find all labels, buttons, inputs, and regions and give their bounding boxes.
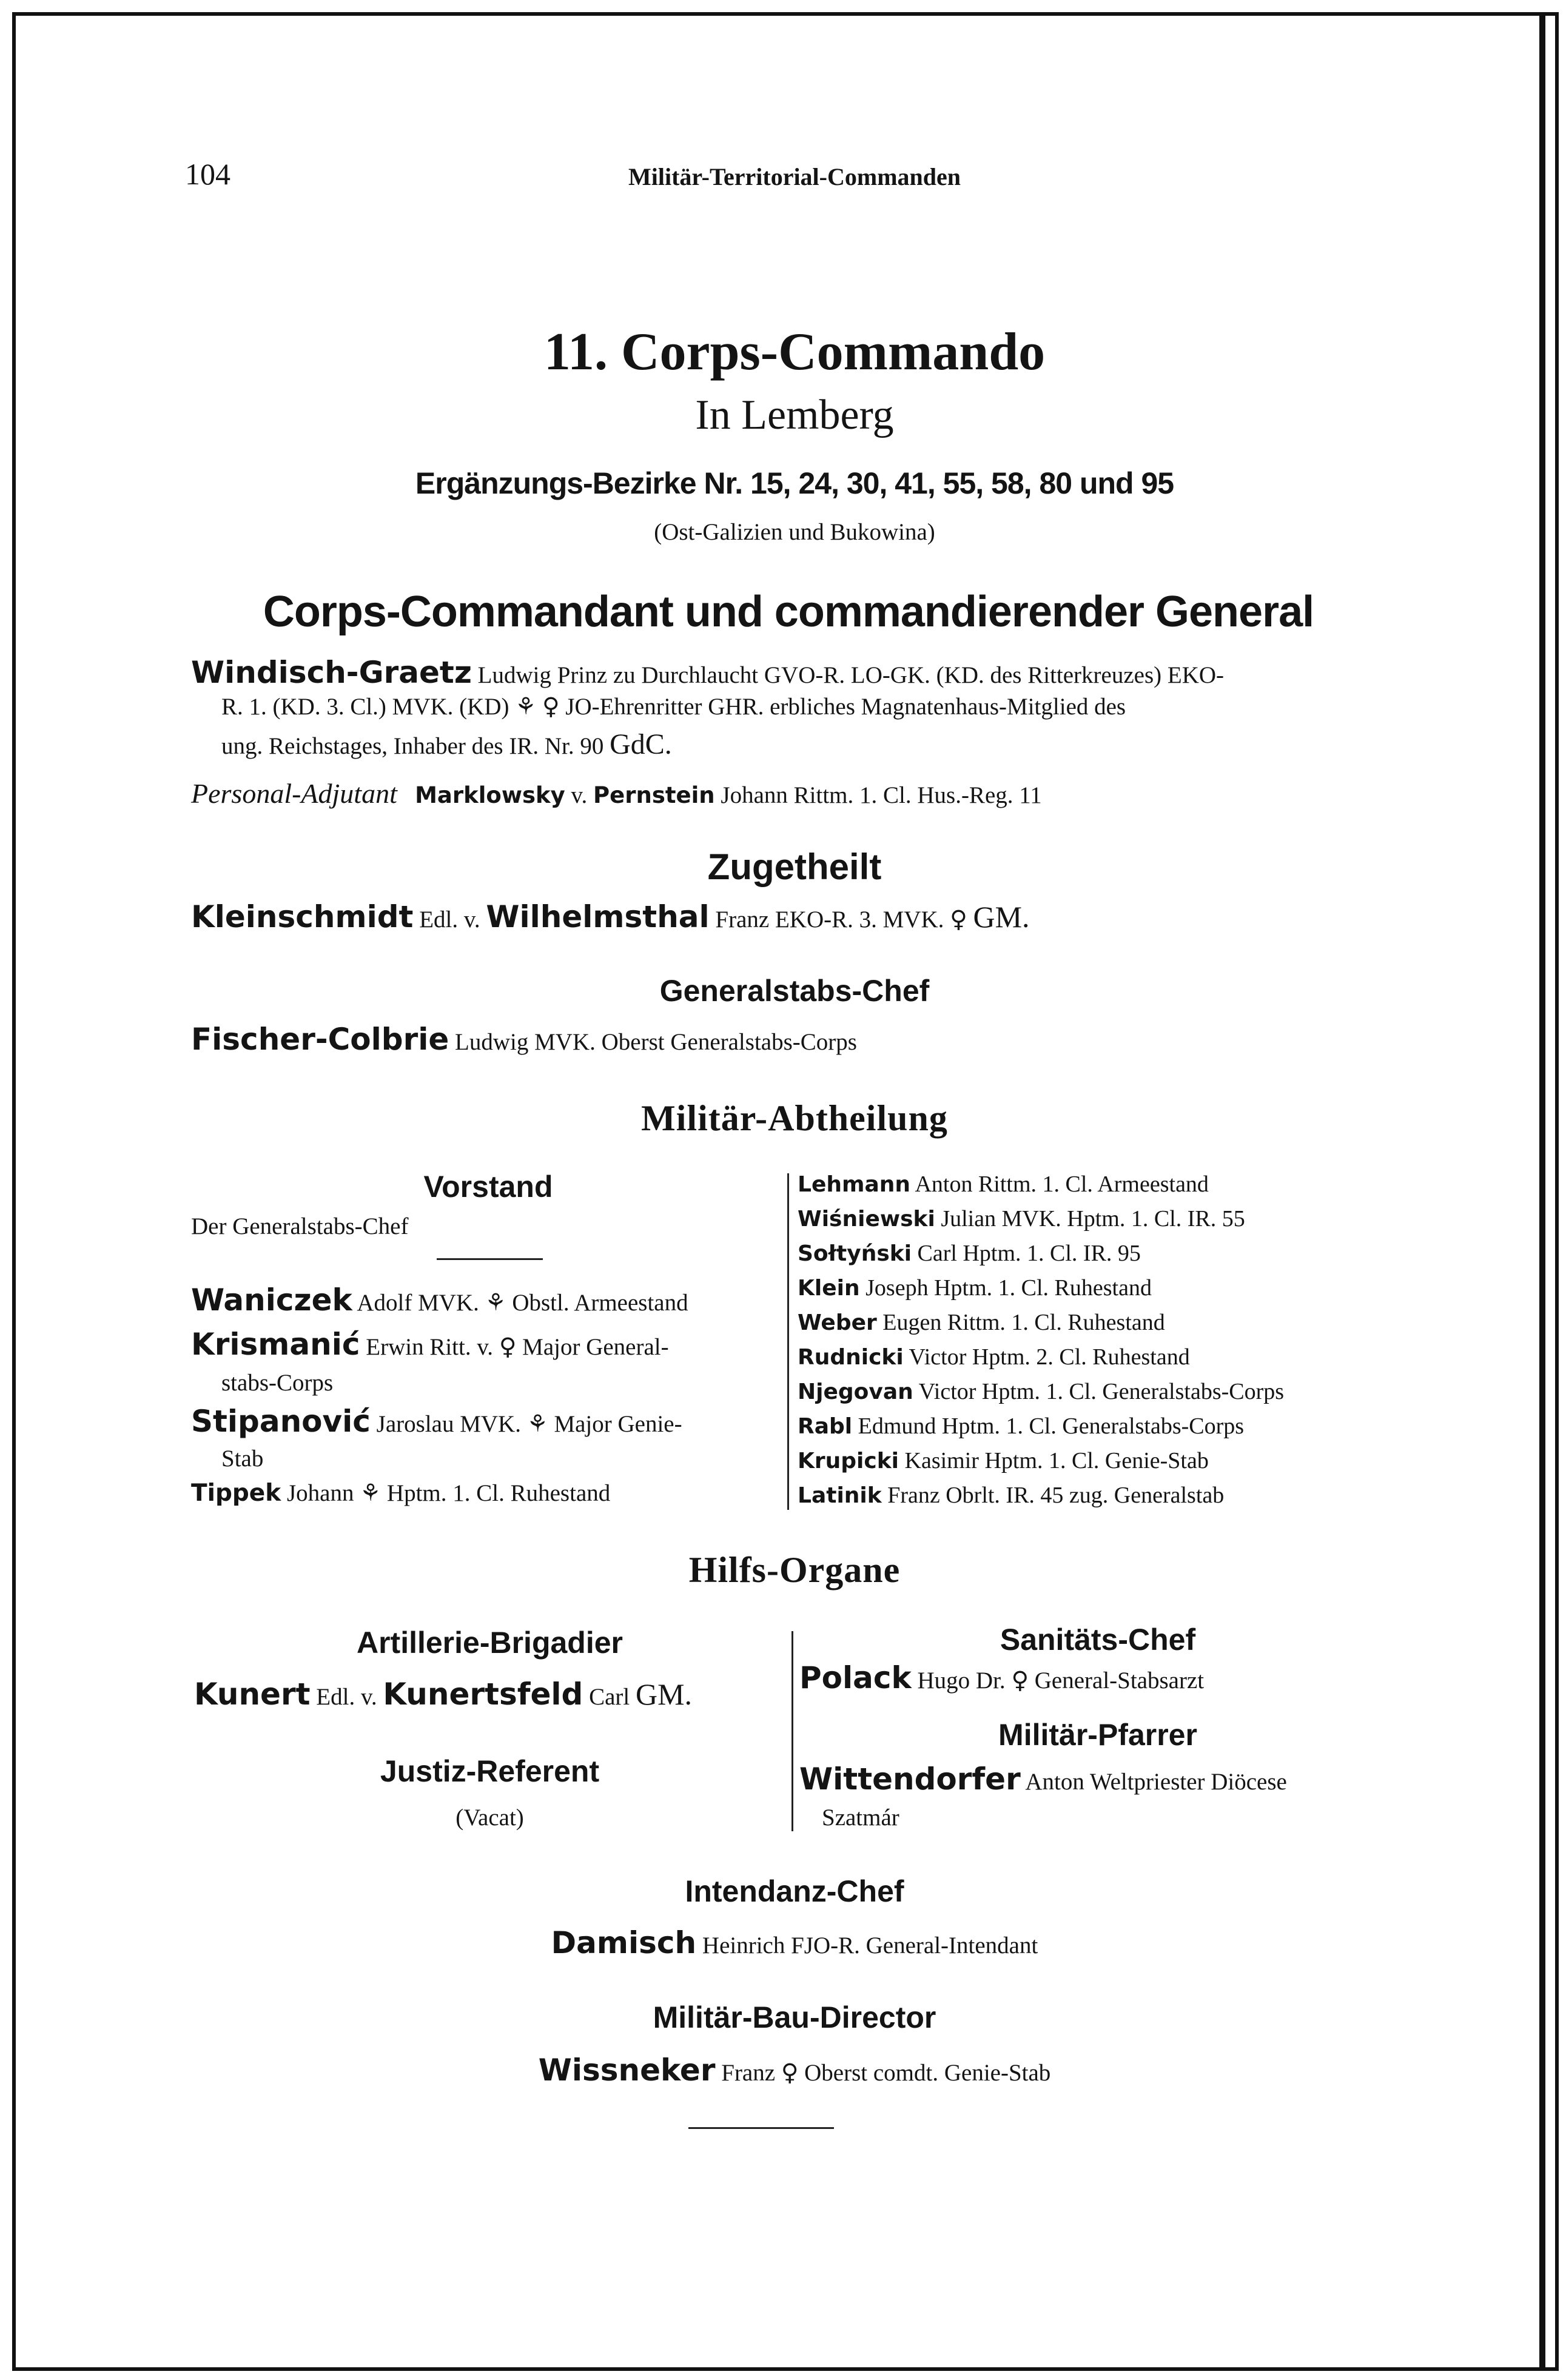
entry-details: Major Genie- [554,1411,682,1437]
separator-rule [437,1258,543,1260]
medical-heading: Sanitäts-Chef [1000,1623,1196,1657]
column-divider [791,1631,793,1831]
entry-details: Victor Hptm. 1. Cl. Generalstabs-Corps [918,1379,1285,1404]
department-head-label: Vorstand [423,1170,553,1204]
chaplain-details: Anton Weltpriester Diöcese [1025,1769,1287,1795]
medical-rank: General-Stabsarzt [1034,1668,1205,1694]
assigned-heading: Zugetheilt [707,846,882,887]
assigned-surname2: Wilhelmsthal [486,899,710,934]
construction-entry [303,2053,1286,2088]
order-cross-icon: ♀ [499,1333,517,1361]
entry-surname: Rabl [798,1414,853,1439]
list-item [191,1404,791,1439]
adjutant-surname2: Pernstein [593,782,715,808]
entry-continuation: stabs-Corps [221,1370,334,1396]
chief-of-staff-details: Ludwig MVK. Oberst Generalstabs-Corps [455,1029,857,1055]
commander-surname: Windisch-Graetz [191,655,472,690]
list-item [798,1409,1404,1444]
intendance-entry [303,1925,1286,1960]
construction-rank: Oberst comdt. Genie-Stab [804,2060,1051,2086]
commander-line2-row [221,693,1398,720]
entry-surname: Waniczek [191,1282,352,1318]
department-officers-list [798,1167,1404,1513]
page-subtitle: In Lemberg [695,392,894,438]
assigned-connector: Edl. v. [419,907,480,933]
entry-surname: Sołtyński [798,1241,912,1266]
chaplain-entry [799,1762,1406,1797]
entry-surname: Krupicki [798,1449,899,1473]
chief-of-staff-surname: Fischer-Colbrie [191,1022,449,1057]
entry-surname: Rudnicki [798,1345,904,1370]
chaplain-continuation: Szatmár [822,1805,899,1831]
artillery-surname: Kunert [194,1677,311,1712]
order-cross-icon: ♀ [1011,1667,1029,1694]
artillery-connector: Edl. v. [316,1684,377,1710]
military-department-heading: Militär-Abtheilung [641,1098,948,1138]
list-item [798,1444,1404,1478]
intendance-details: Heinrich FJO-R. General-Intendant [702,1932,1038,1959]
artillery-surname2: Kunertsfeld [383,1677,583,1712]
entry-details: Eugen Rittm. 1. Cl. Ruhestand [882,1310,1165,1335]
entry-surname: Njegovan [798,1379,913,1404]
adjutant-details: Johann Rittm. 1. Cl. Hus.-Reg. 11 [721,782,1042,808]
entry-details: Victor Hptm. 2. Cl. Ruhestand [909,1344,1190,1370]
intendance-heading: Intendanz-Chef [685,1874,904,1908]
entry-details: Edmund Hptm. 1. Cl. Generalstabs-Corps [858,1413,1245,1439]
artillery-rank: GM. [635,1677,693,1711]
department-head-value: Der Generalstabs-Chef [191,1213,409,1239]
entry-surname: Weber [798,1310,877,1335]
entry-details: Carl Hptm. 1. Cl. IR. 95 [917,1241,1141,1266]
artillery-heading: Artillerie-Brigadier [356,1626,623,1660]
entry-details: Kasimir Hptm. 1. Cl. Genie-Stab [904,1448,1209,1473]
artillery-entry [194,1677,788,1712]
entry-surname: Krismanić [191,1327,360,1362]
construction-details: Franz [721,2060,776,2086]
entry-details: Johann [286,1480,354,1506]
entry-details: Hptm. 1. Cl. Ruhestand [386,1480,611,1506]
running-title: Militär-Territorial-Commanden [628,163,961,190]
page-number: 104 [185,157,230,191]
list-item [798,1306,1404,1340]
entry-details: Franz Obrlt. IR. 45 zug. Generalstab [887,1483,1225,1508]
entry-surname: Tippek [191,1480,281,1507]
entry-details: Obstl. Armeestand [512,1290,688,1316]
list-item [798,1340,1404,1375]
order-cross-icon: ♀ [542,693,560,720]
chaplain-heading: Militär-Pfarrer [998,1718,1197,1752]
medical-surname: Polack [799,1660,912,1695]
justice-value: (Vacat) [455,1805,524,1831]
artillery-details: Carl [589,1684,630,1710]
commander-rank: GdC. [610,728,672,760]
commander-line2b: JO-Ehrenritter GHR. erbliches Magnatenhaus-Mitglied des [565,694,1126,720]
medical-entry [799,1660,1406,1695]
commander-line3: ung. Reichstages, Inhaber des IR. Nr. 90 [221,733,604,759]
list-item [191,1327,791,1362]
order-cross-icon: ♀ [950,906,967,933]
chief-of-staff-entry [191,1022,1398,1057]
districts-line: Ergänzungs-Bezirke Nr. 15, 24, 30, 41, 55, 58, 80 und 95 [415,466,1174,500]
entry-details: Joseph Hptm. 1. Cl. Ruhestand [865,1275,1152,1301]
assigned-surname: Kleinschmidt [191,899,414,934]
list-item [798,1375,1404,1409]
page-title: 11. Corps-Commando [543,323,1046,381]
adjutant-label: Personal-Adjutant [191,778,397,809]
page-frame-right-edge [1539,12,1545,2371]
list-item [798,1478,1404,1513]
end-rule [688,2127,834,2129]
justice-heading: Justiz-Referent [380,1754,600,1788]
chief-of-staff-heading: Generalstabs-Chef [659,974,930,1008]
assigned-details: Franz EKO-R. 3. MVK. [715,907,944,933]
military-merit-cross-icon: ⚘ [515,693,537,720]
entry-details: Jaroslau MVK. [376,1411,521,1437]
entry-surname: Latinik [798,1483,882,1508]
commander-entry [191,655,1398,690]
construction-surname: Wissneker [538,2053,716,2088]
commander-line1: Ludwig Prinz zu Durchlaucht GVO-R. LO-GK. (KD. des Ritterkreuzes) EKO- [477,662,1225,688]
entry-details: Anton Rittm. 1. Cl. Armeestand [915,1172,1209,1197]
medical-details: Hugo Dr. [917,1668,1006,1694]
military-merit-cross-icon: ⚘ [526,1410,548,1438]
adjutant-connector: v. [571,782,588,808]
entry-details: Adolf MVK. [357,1290,479,1316]
assigned-rank: GM. [973,900,1030,934]
order-cross-icon: ♀ [781,2059,799,2087]
commander-line3-row [221,728,1398,761]
list-item [798,1202,1404,1236]
military-merit-cross-icon: ⚘ [360,1480,381,1507]
entry-surname: Klein [798,1276,860,1301]
auxiliary-heading: Hilfs-Organe [688,1550,901,1590]
entry-surname: Wiśniewski [798,1207,935,1232]
list-item [191,1282,791,1318]
assigned-entry [191,899,1398,934]
column-divider [787,1173,789,1510]
chaplain-surname: Wittendorfer [799,1762,1021,1797]
entry-details: Major General- [522,1334,669,1360]
list-item [798,1271,1404,1306]
adjutant-surname: Marklowsky [415,782,565,808]
entry-surname: Stipanović [191,1404,371,1439]
commander-line2a: R. 1. (KD. 3. Cl.) MVK. (KD) [221,694,509,720]
adjutant-entry [191,777,1398,810]
list-item [798,1236,1404,1271]
entry-details: Erwin Ritt. v. [366,1334,494,1360]
entry-surname: Lehmann [798,1172,911,1197]
commander-heading: Corps-Commandant und commandierender General [263,588,1314,636]
list-item [191,1480,791,1507]
intendance-surname: Damisch [551,1925,697,1960]
entry-details: Julian MVK. Hptm. 1. Cl. IR. 55 [941,1206,1245,1232]
entry-continuation: Stab [221,1446,264,1472]
construction-heading: Militär-Bau-Director [653,2000,936,2034]
region-line: (Ost-Galizien und Bukowina) [654,519,935,545]
list-item [798,1167,1404,1202]
military-merit-cross-icon: ⚘ [485,1289,506,1316]
